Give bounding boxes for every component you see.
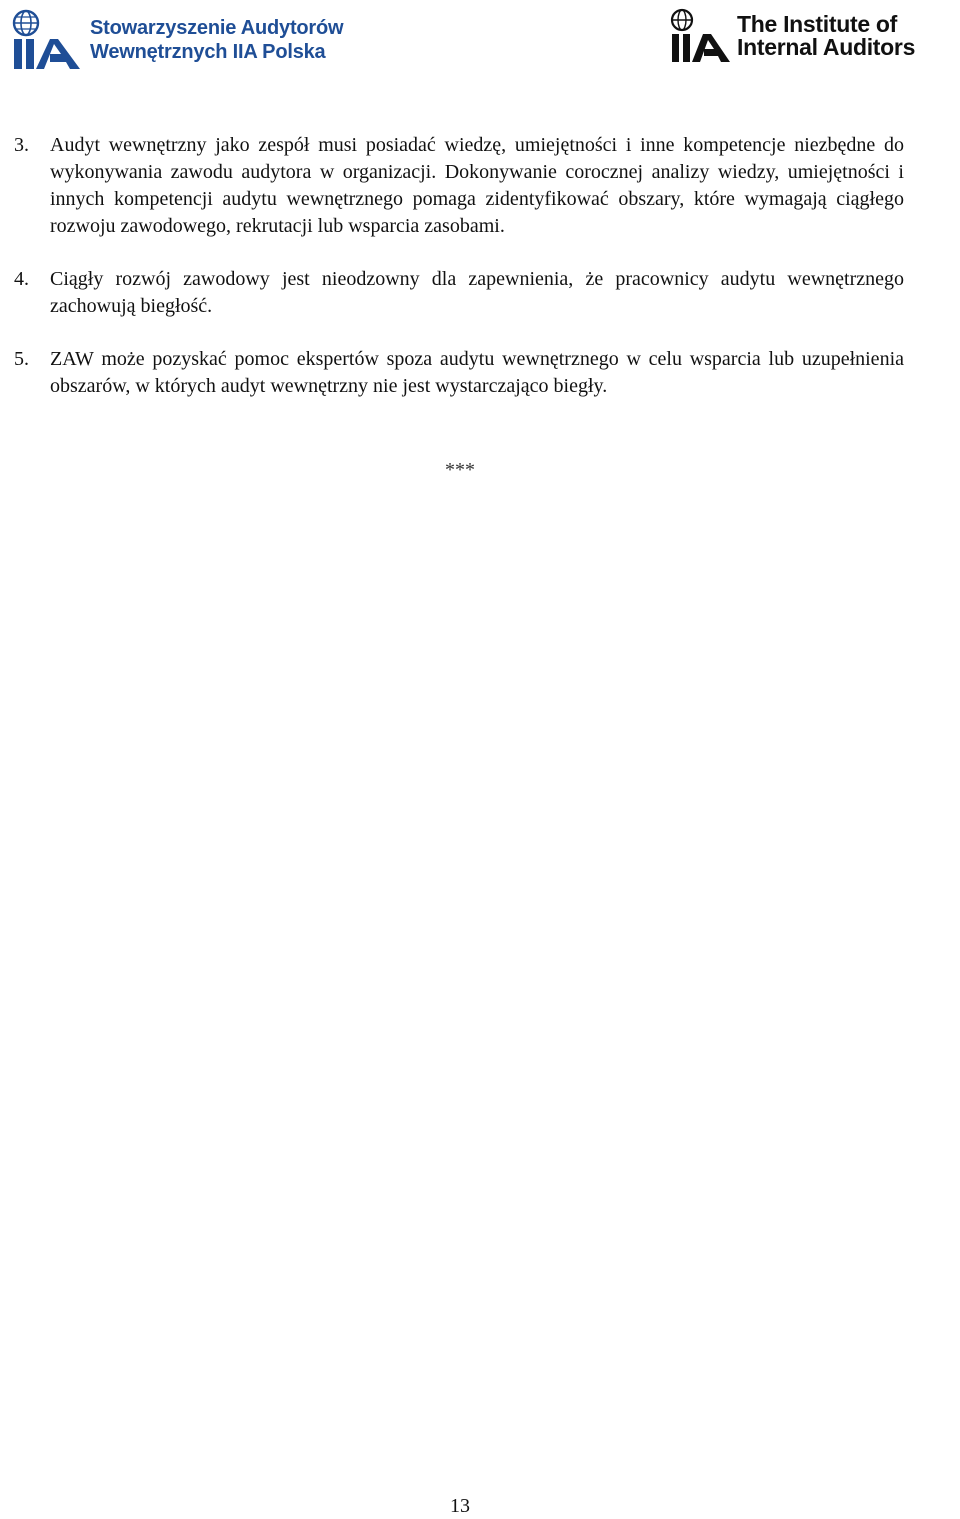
page-number: 13 <box>450 1495 470 1517</box>
list-item-4 <box>14 266 904 320</box>
logo-iia-polska-line1: Stowarzyszenie Audytorów <box>90 17 344 39</box>
iia-globe-logo-icon <box>669 8 731 64</box>
logo-iia-polska-line2: Wewnętrznych IIA Polska <box>90 41 326 63</box>
logo-the-iia-line1: The Institute of <box>737 11 898 37</box>
list-item-text: Audyt wewnętrzny jako zespół musi posiadać wiedzę, umiejętności i inne kompetencje niezbędne do wykonywania zawodu audytora w organizacji. Dokonywanie corocznej analizy wiedzy, umiejętności i innych kompetencji audytu wewnętrznego pomaga zidentyfikować obszary, które wymagają ciągłego rozwoju zawodowego, rekrutacji lub wsparcia zasobami. <box>50 134 904 237</box>
list-item-number: 3. <box>14 134 29 156</box>
list-item-5 <box>14 346 904 400</box>
section-separator: *** <box>445 459 475 481</box>
logo-iia-polska <box>10 8 370 72</box>
page-header <box>0 0 960 80</box>
logo-the-iia <box>669 6 954 66</box>
list-item-number: 5. <box>14 348 29 370</box>
logo-the-iia-line2: Internal Auditors <box>737 34 916 60</box>
list-item-3 <box>14 132 904 240</box>
logo-the-iia-text <box>737 13 915 59</box>
list-item-text: ZAW może pozyskać pomoc ekspertów spoza audytu wewnętrznego w celu wsparcia lub uzupełnienia obszarów, w których audyt wewnętrzny nie jest wystarczająco biegły. <box>50 348 904 397</box>
iia-globe-logo-icon <box>10 9 82 71</box>
logo-iia-polska-text <box>90 16 343 64</box>
list-item-number: 4. <box>14 268 29 290</box>
list-item-text: Ciągły rozwój zawodowy jest nieodzowny dla zapewnienia, że pracownicy audytu wewnętrznego zachowują biegłość. <box>50 268 904 317</box>
document-body <box>14 132 904 426</box>
